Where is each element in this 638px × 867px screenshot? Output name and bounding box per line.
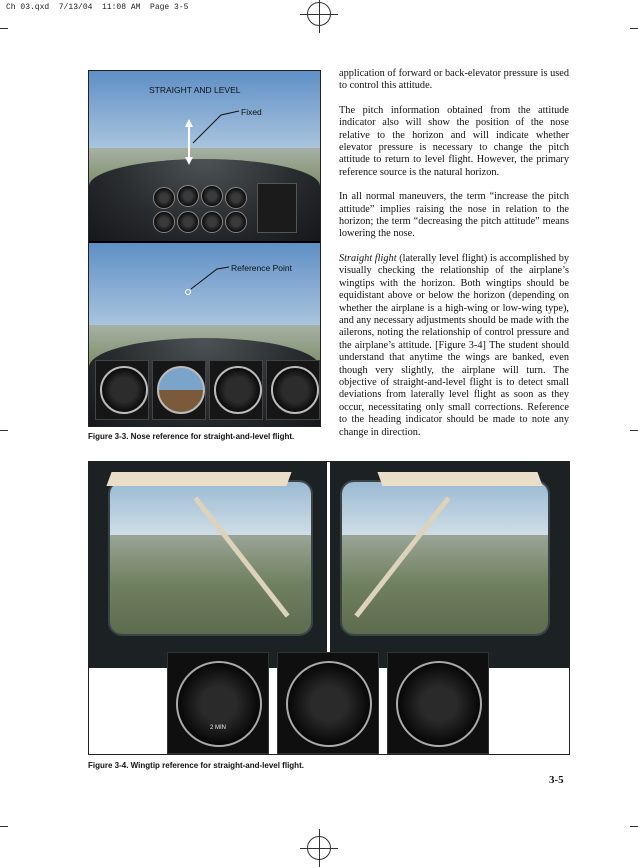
registration-mark-icon [307,2,331,26]
altimeter-icon [209,360,263,420]
crop-mark [630,826,638,827]
figure-3-3-bottom-photo [89,243,320,426]
reference-point-callout: Reference Point [231,263,292,273]
term-straight-flight: Straight flight [339,252,397,264]
figure-3-4 [88,461,570,755]
paragraph: In all normal maneuvers, the term “increase the pitch attitude” implies raising the nose in relation to the horizon; the term “decreasing the pitch attitude” means lowering the nose. [339,191,569,240]
paragraph: The pitch information obtained from the attitude indicator also will show the position of the nose relative to the horizon and will indicate whether elevator pressure is necessary to change the pitch attitude to return to level flight. However, the primary reference source is the natural horizon. [339,104,569,178]
turn-coordinator-icon: 2 MIN [167,652,269,754]
paragraph: application of forward or back-elevator pressure is used to control this attitude. [339,68,569,92]
right-wingtip-photo [330,462,569,668]
crop-mark [0,826,8,827]
airspeed-indicator-icon [95,360,149,420]
heading-indicator-icon [277,652,379,754]
page-number: 3-5 [549,774,564,786]
paragraph: Straight flight (laterally level flight) is accomplished by visually checking the relationship of the airplane’s wingtips with the horizon. Both wingtips should be equidistant above or below the horizon (depending on whether the airplane is a high-wing or low-wing type), and any necessary adjustments should be made with the ailerons, noting the relationship of control pressure and the airplane’s attitude. [Figure 3-4] The student should understand that anytime the wings are banked, even though very slightly, the airplane will turn. The objective of straight-and-level flight is to detect small deviations from laterally level flight as soon as they occur, necessitating only small corrections. Reference to the heading indicator should be made to note any change in direction. [339,252,570,438]
panel-title: STRAIGHT AND LEVEL [149,85,241,95]
attitude-indicator-icon [152,360,206,420]
figure-3-3-top-photo [89,71,320,241]
registration-mark-icon [307,836,331,860]
vertical-speed-indicator-icon [266,360,320,420]
wing-icon [377,472,542,486]
body-text [339,68,569,451]
fixed-callout: Fixed [241,107,262,117]
instrument-closeups [95,360,314,420]
print-slug: Ch 03.qxd 7/13/04 11:08 AM Page 3-5 [6,3,189,12]
crop-mark [0,28,8,29]
figure-3-4-caption: Figure 3-4. Wingtip reference for straight-and-level flight. [88,761,304,770]
figure-3-3 [88,70,321,427]
altimeter-icon [387,652,489,754]
crop-mark [630,430,638,431]
figure-3-3-caption: Figure 3-3. Nose reference for straight-and-level flight. [88,432,295,441]
crop-mark [0,430,8,431]
wing-icon [106,472,291,486]
callout-arrow-icon [89,71,320,241]
crop-mark [630,28,638,29]
left-wingtip-photo [89,462,327,668]
